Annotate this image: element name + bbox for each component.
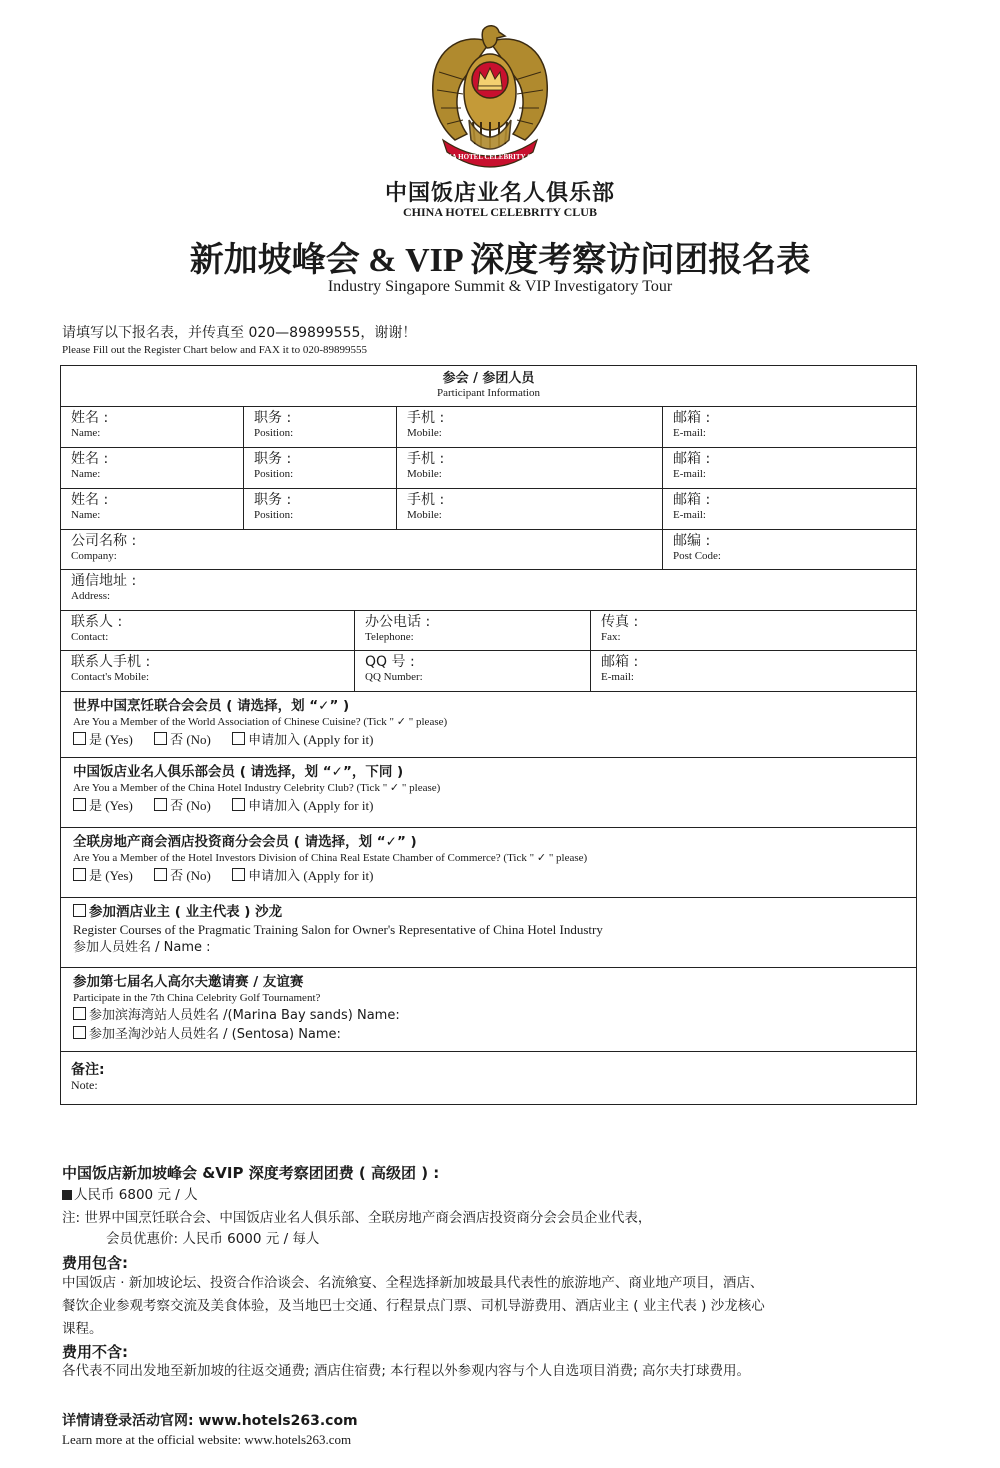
option-apply[interactable]: 申请加入 (Apply for it) bbox=[232, 798, 373, 813]
name-field[interactable]: 姓名 : Name: bbox=[61, 448, 244, 488]
checkbox[interactable] bbox=[73, 798, 86, 811]
contact-email-field[interactable]: 邮箱 : E-mail: bbox=[601, 654, 639, 683]
company-row bbox=[61, 530, 916, 570]
included-title: 费用包含: bbox=[62, 1254, 128, 1272]
option-apply[interactable]: 申请加入 (Apply for it) bbox=[232, 868, 373, 883]
checkbox[interactable] bbox=[232, 798, 245, 811]
position-field[interactable]: 职务 : Position: bbox=[244, 407, 397, 447]
email-field[interactable]: 邮箱 : E-mail: bbox=[673, 492, 711, 521]
note-row bbox=[61, 1052, 916, 1104]
name-field[interactable]: 姓名 : Name: bbox=[61, 489, 244, 529]
membership-question-chcc: 中国饭店业名人俱乐部会员 ( 请选择，划 “✓”，下同 ) Are You a Member of the China Hotel Industry Celebrity Club? (Tick " ✓ " please) 是 (Yes) 否 (No) 申请加入 (Apply for it) bbox=[61, 758, 916, 828]
fee-note-line1: 注: 世界中国烹饪联合会、中国饭店业名人俱乐部、全联房地产商会酒店投资商分会会员企业代表， bbox=[62, 1210, 652, 1226]
qq-field[interactable]: QQ 号 : QQ Number: bbox=[355, 651, 591, 691]
address-field[interactable]: 通信地址 : Address: bbox=[71, 573, 137, 602]
email-field[interactable]: 邮箱 : E-mail: bbox=[673, 451, 711, 480]
salon-checkbox[interactable] bbox=[73, 904, 86, 917]
included-line3: 课程。 bbox=[62, 1321, 103, 1337]
org-name-en: CHINA HOTEL CELEBRITY CLUB bbox=[403, 205, 597, 219]
checkbox[interactable] bbox=[154, 868, 167, 881]
included-line2: 餐饮企业参观考察交流及美食体验，及当地巴士交通、行程景点门票、司机导游费用、酒店业主 ( 业主代表 ) 沙龙核心 bbox=[62, 1298, 765, 1314]
instruction-cn: 请填写以下报名表，并传真至 020—89899555，谢谢！ bbox=[62, 325, 417, 341]
salon-name-field[interactable]: 参加人员姓名 / Name : bbox=[73, 940, 211, 955]
participant-header-cn: 参会 / 参团人员 bbox=[442, 371, 535, 386]
checkbox[interactable] bbox=[73, 1007, 86, 1020]
telephone-field[interactable]: 办公电话 : Telephone: bbox=[355, 611, 591, 650]
participant-row bbox=[61, 407, 916, 448]
contact-row bbox=[61, 611, 916, 651]
address-row bbox=[61, 570, 916, 611]
instruction-en: Please Fill out the Register Chart below and FAX it to 020-89899555 bbox=[62, 344, 368, 356]
contact-mobile-field[interactable]: 联系人手机 : Contact's Mobile: bbox=[61, 651, 355, 691]
name-field[interactable]: 姓名 : Name: bbox=[61, 407, 244, 447]
checkbox[interactable] bbox=[232, 732, 245, 745]
membership-question-wacc: 世界中国烹饪联合会会员 ( 请选择，划 “✓” ) Are You a Member of the World Association of Chinese Cuisine? (Tick " ✓ " please) 是 (Yes) 否 (No) 申请加入 (Apply for it) bbox=[61, 692, 916, 758]
option-yes[interactable]: 是 (Yes) bbox=[73, 732, 133, 747]
logo-banner-text: CHINA HOTEL CELEBRITY CLUB bbox=[433, 153, 547, 161]
participant-header-en: Participant Information bbox=[437, 387, 540, 399]
golf-sentosa-option[interactable]: 参加圣淘沙站人员姓名 / (Sentosa) Name: bbox=[73, 1025, 916, 1044]
option-no[interactable]: 否 (No) bbox=[154, 732, 211, 747]
option-no[interactable]: 否 (No) bbox=[154, 798, 211, 813]
registration-form bbox=[60, 365, 917, 1105]
contact-mobile-row bbox=[61, 651, 916, 692]
participant-row bbox=[61, 489, 916, 530]
form-title-cn: 新加坡峰会 & VIP 深度考察访问团报名表 bbox=[189, 242, 811, 279]
website-cn: 详情请登录活动官网: www.hotels263.com bbox=[62, 1413, 358, 1429]
checkbox[interactable] bbox=[73, 868, 86, 881]
website-en: Learn more at the official website: www.hotels263.com bbox=[62, 1432, 352, 1447]
mobile-field[interactable]: 手机 : Mobile: bbox=[397, 407, 663, 447]
position-field[interactable]: 职务 : Position: bbox=[244, 489, 397, 529]
golf-section: 参加第七届名人高尔夫邀请赛 / 友谊赛 Participate in the 7th China Celebrity Golf Tournament? 参加滨海湾站人员姓名 /(Marina Bay sands) Name: 参加圣淘沙站人员姓名 / (Sentosa) Name: bbox=[61, 968, 916, 1052]
salon-section: 参加酒店业主 ( 业主代表 ) 沙龙 Register Courses of the Pragmatic Training Salon for Owner's Representative of China Hotel Industry 参加人员姓名 / Name : bbox=[61, 898, 916, 968]
excluded-title: 费用不含: bbox=[62, 1343, 128, 1361]
participant-header bbox=[61, 366, 916, 407]
org-name-cn: 中国饭店业名人俱乐部 bbox=[384, 181, 615, 206]
participant-row bbox=[61, 448, 916, 489]
company-field[interactable]: 公司名称 : Company: bbox=[61, 530, 663, 569]
checkbox[interactable] bbox=[232, 868, 245, 881]
checkbox[interactable] bbox=[73, 1026, 86, 1039]
note-field[interactable]: 备注: Note: bbox=[71, 1062, 105, 1092]
mobile-field[interactable]: 手机 : Mobile: bbox=[397, 448, 663, 488]
postcode-field[interactable]: 邮编 : Post Code: bbox=[673, 533, 721, 562]
mobile-field[interactable]: 手机 : Mobile: bbox=[397, 489, 663, 529]
option-no[interactable]: 否 (No) bbox=[154, 868, 211, 883]
form-title-en: Industry Singapore Summit & VIP Investigatory Tour bbox=[327, 278, 673, 295]
fee-note-line2: 会员优惠价: 人民币 6000 元 / 每人 bbox=[106, 1231, 320, 1247]
golf-marina-option[interactable]: 参加滨海湾站人员姓名 /(Marina Bay sands) Name: bbox=[73, 1006, 916, 1025]
email-field[interactable]: 邮箱 : E-mail: bbox=[673, 410, 711, 439]
checkbox[interactable] bbox=[73, 732, 86, 745]
membership-question-hotel-investors: 全联房地产商会酒店投资商分会会员 ( 请选择，划 “✓” ) Are You a Member of the Hotel Investors Division of China Real Estate Chamber of Commerce? (Tick " ✓ " please) 是 (Yes) 否 (No) 申请加入 (Apply for it) bbox=[61, 828, 916, 898]
option-apply[interactable]: 申请加入 (Apply for it) bbox=[232, 732, 373, 747]
option-yes[interactable]: 是 (Yes) bbox=[73, 798, 133, 813]
contact-field[interactable]: 联系人 : Contact: bbox=[61, 611, 355, 650]
fee-title: 中国饭店新加坡峰会 &VIP 深度考察团团费 ( 高级团 ) : bbox=[62, 1164, 440, 1182]
fax-field[interactable]: 传真 : Fax: bbox=[601, 614, 639, 643]
fee-price: 人民币 6800 元 / 人 bbox=[62, 1185, 198, 1205]
club-logo bbox=[425, 22, 555, 172]
option-yes[interactable]: 是 (Yes) bbox=[73, 868, 133, 883]
checkbox[interactable] bbox=[154, 798, 167, 811]
checkbox[interactable] bbox=[154, 732, 167, 745]
position-field[interactable]: 职务 : Position: bbox=[244, 448, 397, 488]
included-line1: 中国饭店 · 新加坡论坛、投资合作洽谈会、名流飨宴、全程选择新加坡最具代表性的旅游地产、商业地产项目，酒店、 bbox=[62, 1275, 764, 1291]
excluded-line1: 各代表不同出发地至新加坡的往返交通费; 酒店住宿费; 本行程以外参观内容与个人自选项目消费; 高尔夫打球费用。 bbox=[62, 1363, 751, 1379]
